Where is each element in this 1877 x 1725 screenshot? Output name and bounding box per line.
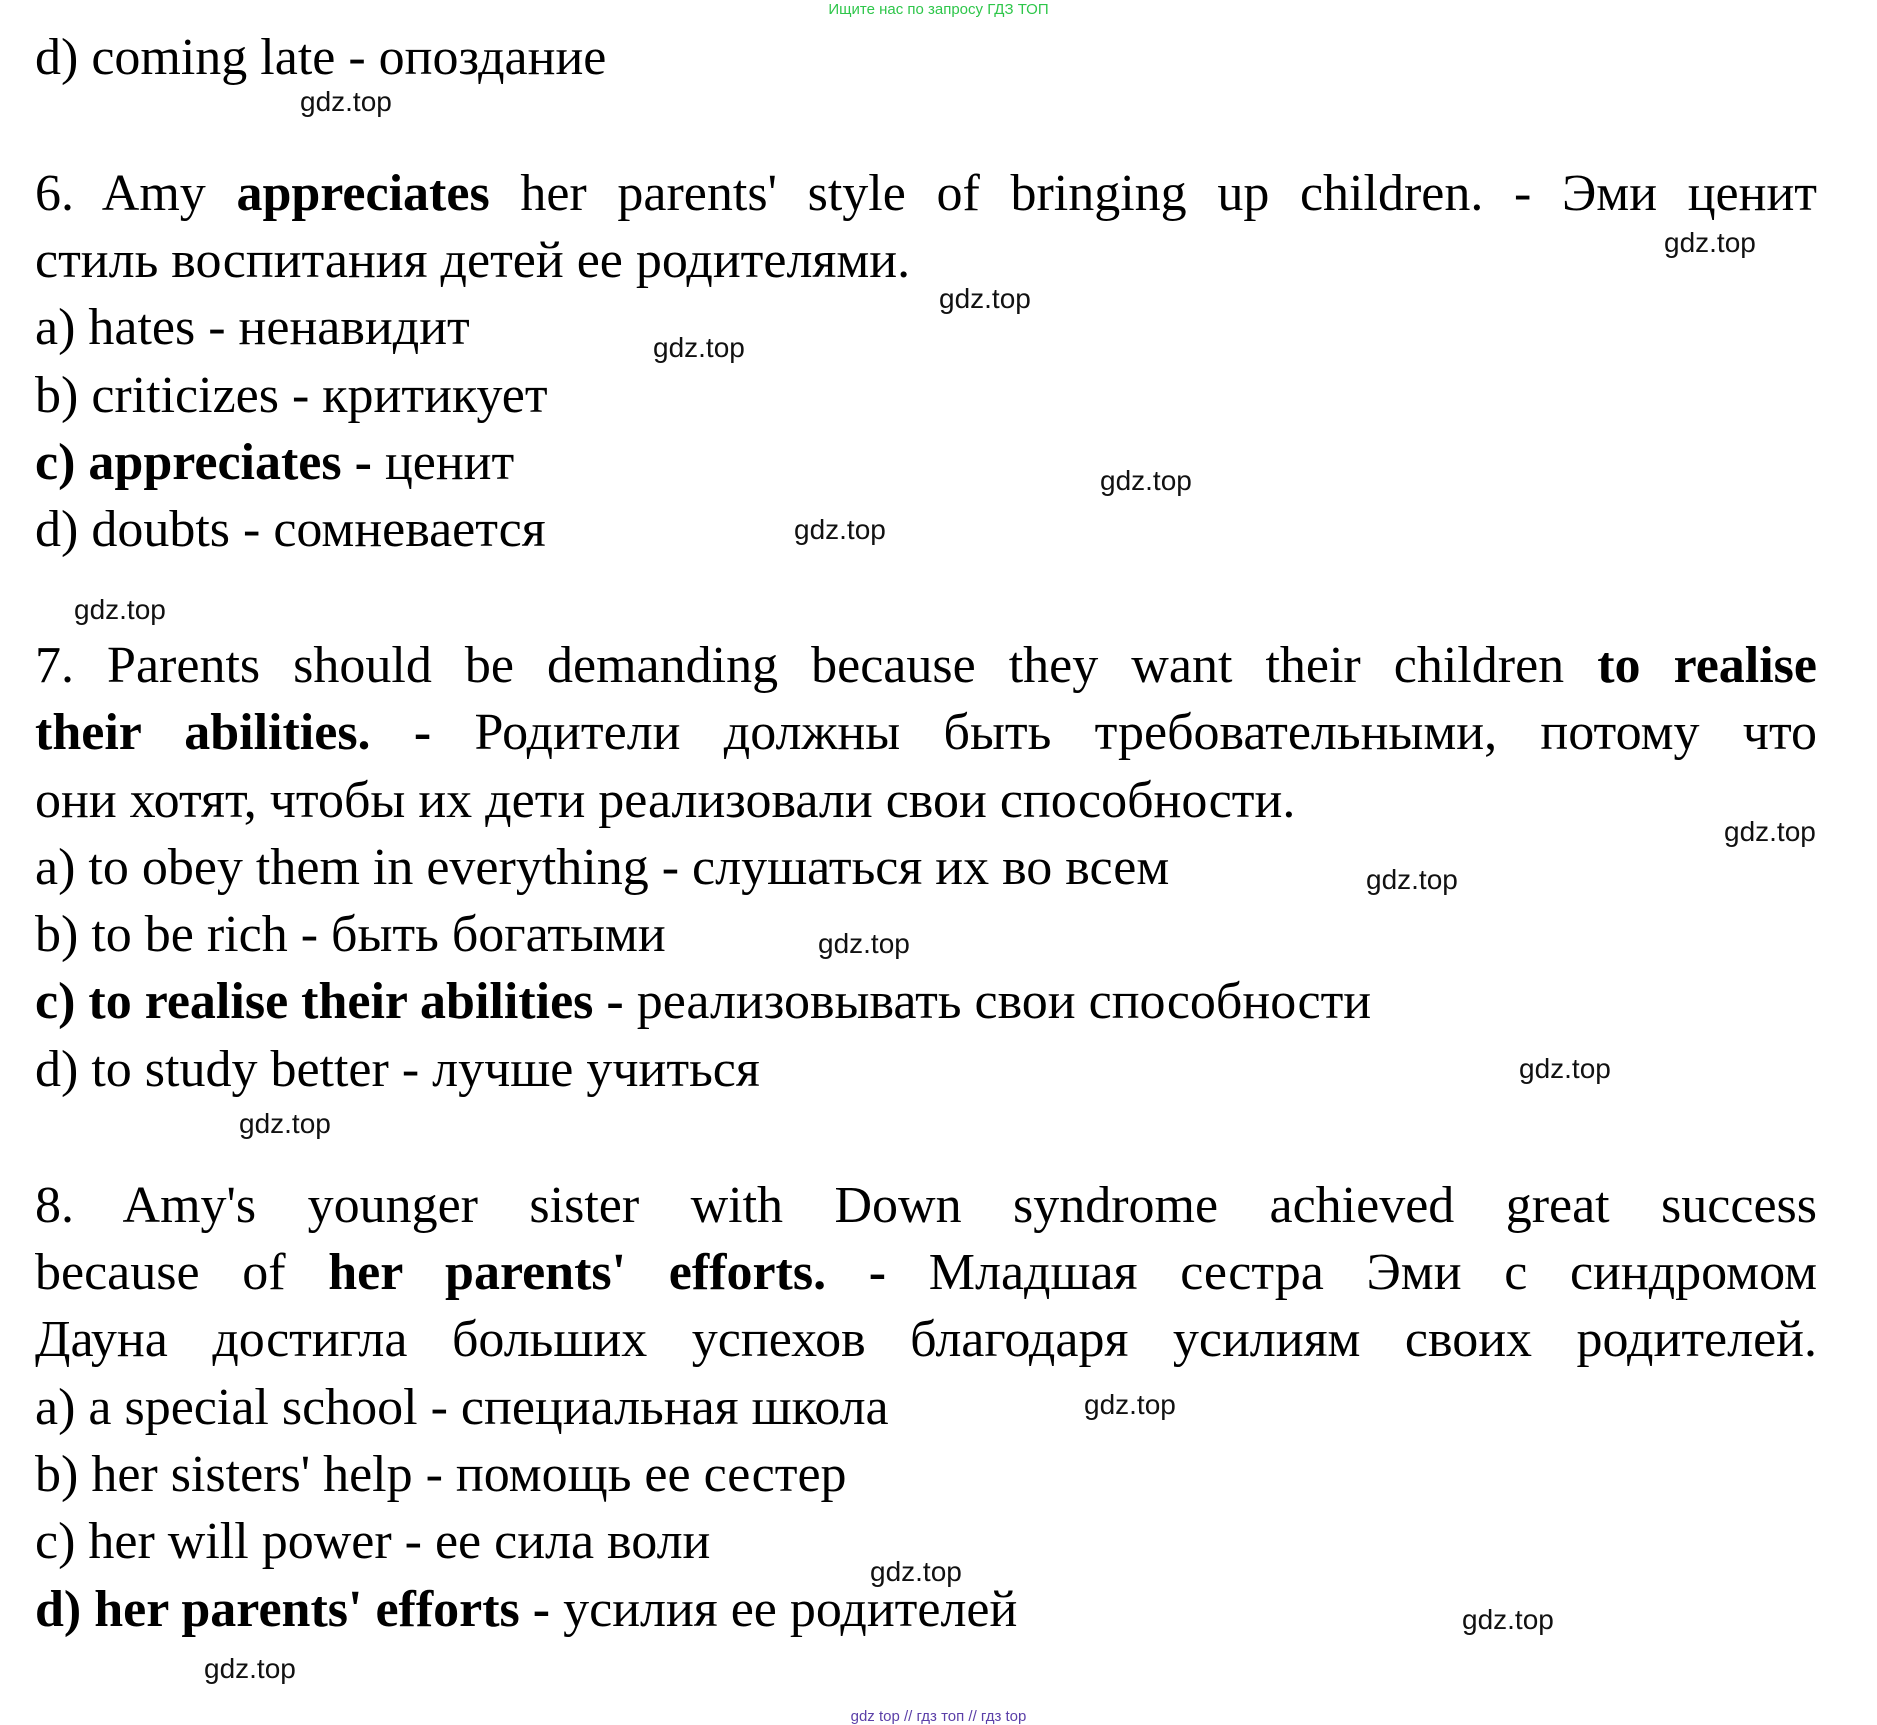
watermark: gdz.top — [1366, 864, 1458, 895]
q6-option-d: d) doubts - сомневается — [35, 501, 546, 558]
q8-option-d-translation: усилия ее родителей — [550, 1581, 1018, 1638]
q8-question-text: because of — [35, 1244, 329, 1301]
q8-question-line2 — [35, 1243, 1817, 1303]
q8-option-c: c) her will power - ее сила воли — [35, 1513, 711, 1570]
q7-keyword-cont: their abilities. - — [35, 704, 432, 761]
q8-question-line3: Дауна достигла больших успехов благодаря усилиям своих родителей. — [35, 1311, 1817, 1368]
q6-option-c — [35, 433, 514, 493]
q7-option-c-answer: c) to realise their abilities - — [35, 973, 624, 1030]
search-banner: Ищите нас по запросу ГДЗ ТОП — [828, 1, 1049, 18]
q8-keyword: her parents' efforts. - — [328, 1244, 887, 1301]
watermark: gdz.top — [794, 514, 886, 545]
q6-number: 6. Amy — [35, 165, 237, 222]
q8-question-line1: 8. Amy's younger sister with Down syndrome achieved great success — [35, 1177, 1817, 1234]
footer-links: gdz top // гдз топ // гдз top — [850, 1708, 1027, 1725]
q6-question-line2: стиль воспитания детей ее родителями. — [35, 232, 911, 289]
q7-question-text: 7. Parents should be demanding because they want their children — [35, 637, 1598, 694]
q7-option-c-translation: реализовывать свои способности — [623, 973, 1372, 1030]
q7-option-d: d) to study better - лучше учиться — [35, 1041, 760, 1098]
q7-question-line1 — [35, 636, 1817, 696]
watermark: gdz.top — [1084, 1389, 1176, 1420]
q8-translation: Младшая сестра Эми с синдромом — [886, 1244, 1817, 1301]
watermark: gdz.top — [204, 1653, 296, 1684]
q6-option-c-answer: c) appreciates - — [35, 434, 372, 491]
q8-option-b: b) her sisters' help - помощь ее сестер — [35, 1446, 847, 1503]
prev-option-d: d) coming late - опоздание — [35, 29, 607, 86]
watermark: gdz.top — [239, 1108, 331, 1139]
q7-translation: Родители должны быть требовательными, потому что — [431, 704, 1817, 761]
watermark: gdz.top — [300, 86, 392, 117]
watermark: gdz.top — [818, 928, 910, 959]
q7-option-c — [35, 972, 1371, 1032]
q6-option-c-translation: ценит — [371, 434, 515, 491]
watermark: gdz.top — [74, 594, 166, 625]
q6-question-line1 — [35, 164, 1817, 224]
q6-option-a: a) hates - ненавидит — [35, 299, 470, 356]
watermark: gdz.top — [1724, 816, 1816, 847]
watermark: gdz.top — [653, 332, 745, 363]
q6-option-b: b) criticizes - критикует — [35, 367, 548, 424]
watermark: gdz.top — [1664, 227, 1756, 258]
q8-option-d — [35, 1580, 1017, 1640]
watermark: gdz.top — [870, 1556, 962, 1587]
watermark: gdz.top — [1519, 1053, 1611, 1084]
q6-question-text: her parents' style of bringing up children. - Эми ценит — [489, 165, 1817, 222]
watermark: gdz.top — [1462, 1604, 1554, 1635]
q8-option-d-answer: d) her parents' efforts - — [35, 1581, 551, 1638]
q7-question-line2 — [35, 703, 1817, 763]
q7-option-a: a) to obey them in everything - слушаться их во всем — [35, 839, 1170, 896]
q7-question-line3: они хотят, чтобы их дети реализовали свои способности. — [35, 772, 1296, 829]
q8-option-a: a) a special school - специальная школа — [35, 1379, 889, 1436]
q7-keyword: to realise — [1597, 637, 1817, 694]
q7-option-b: b) to be rich - быть богатыми — [35, 906, 666, 963]
watermark: gdz.top — [939, 283, 1031, 314]
watermark: gdz.top — [1100, 465, 1192, 496]
q6-keyword: appreciates — [236, 165, 490, 222]
